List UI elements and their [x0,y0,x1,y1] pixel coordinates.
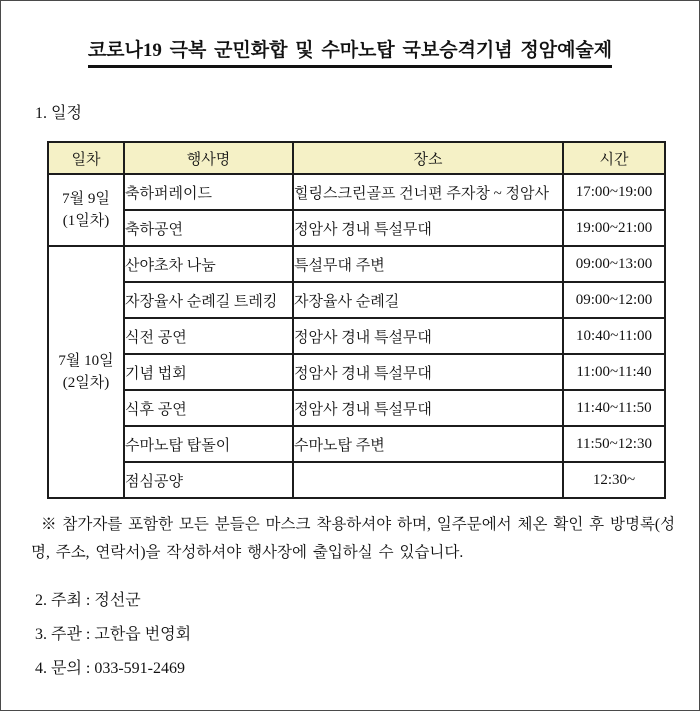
table-row [48,174,665,210]
table-row [48,426,665,462]
event-cell: 자장율사 순례길 트레킹 [124,282,293,318]
place-cell: 힐링스크린골프 건너편 주자창 ~ 정암사 [293,174,563,210]
schedule-table [47,141,666,499]
event-cell: 수마노탑 탑돌이 [124,426,293,462]
day-label: 7월 10일 [58,353,114,369]
page-title: 코로나19 극복 군민화합 및 수마노탑 국보승격기념 정암예술제 [88,35,612,68]
event-cell: 축하공연 [124,210,293,246]
place-cell: 수마노탑 주변 [293,426,563,462]
place-cell: 자장율사 순례길 [293,282,563,318]
footer-info [35,591,699,679]
day-sublabel: (1일차) [62,213,110,229]
table-row [48,282,665,318]
time-cell: 09:00~12:00 [563,282,665,318]
place-cell: 정암사 경내 특설무대 [293,390,563,426]
table-row [48,390,665,426]
place-cell: 정암사 경내 특설무대 [293,354,563,390]
table-row [48,354,665,390]
event-cell: 점심공양 [124,462,293,498]
time-cell: 17:00~19:00 [563,174,665,210]
table-row [48,210,665,246]
table-row [48,246,665,282]
place-cell: 정암사 경내 특설무대 [293,318,563,354]
title-area [1,35,699,68]
table-header-row [48,142,665,174]
table-row [48,318,665,354]
day-group-1 [48,174,124,246]
manager-line: 3. 주관 : 고한읍 번영회 [35,626,192,643]
time-cell: 19:00~21:00 [563,210,665,246]
day-group-2 [48,246,124,498]
time-cell: 12:30~ [563,462,665,498]
place-cell: 특설무대 주변 [293,246,563,282]
column-header-place: 장소 [293,142,563,174]
section-schedule-label: 1. 일정 [35,105,82,122]
column-header-time: 시간 [563,142,665,174]
time-cell: 11:40~11:50 [563,390,665,426]
event-cell: 산야초차 나눔 [124,246,293,282]
event-cell: 식후 공연 [124,390,293,426]
contact-line: 4. 문의 : 033-591-2469 [35,660,186,677]
day-sublabel: (2일차) [62,375,110,391]
mask-notice-text: ※ 참가자를 포함한 모든 분들은 마스크 착용하셔야 하며, 일주문에서 체온 확인 후 방명록(성명, 주소, 연락서)을 작성하셔야 행사장에 출입하실 수 있습니다. [31,516,676,561]
time-cell: 10:40~11:00 [563,318,665,354]
time-cell: 11:50~12:30 [563,426,665,462]
event-cell: 기념 법회 [124,354,293,390]
place-cell [293,462,563,498]
place-cell: 정암사 경내 특설무대 [293,210,563,246]
event-cell: 축하퍼레이드 [124,174,293,210]
host-line: 2. 주최 : 정선군 [35,592,141,609]
day-label: 7월 9일 [62,191,110,207]
column-header-day: 일차 [48,142,124,174]
time-cell: 11:00~11:40 [563,354,665,390]
table-row [48,462,665,498]
column-header-event: 행사명 [124,142,293,174]
time-cell: 09:00~13:00 [563,246,665,282]
event-cell: 식전 공연 [124,318,293,354]
